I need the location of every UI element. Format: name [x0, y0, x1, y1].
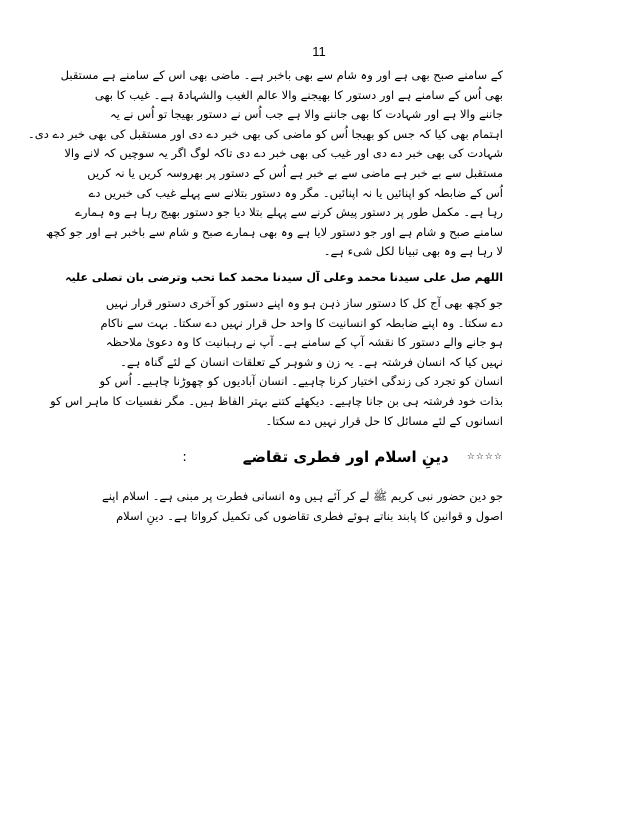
text-line: بھی اُس کے سامنے ہے اور دستور کا بھیجنے والا عالم الغیب والشہادۃ ہے۔ غیب کا بھی	[94, 87, 503, 102]
text-line: جو دین حضور نبی کریم ﷺ لے کر آئے ہیں وہ انسانی فطرت پر مبنی ہے۔ اسلام اپنے	[101, 489, 503, 504]
text-line: اصول و قوانین کا پابند بناتے ہوئے فطری تقاضوں کی تکمیل کرواتا ہے۔ دینِ اسلام	[116, 508, 503, 523]
paragraph-1	[28, 66, 503, 262]
section-title: دینِ اسلام اور فطری تقاضے	[242, 448, 449, 467]
text-line: کے سامنے صبح بھی ہے اور وہ شام سے بھی باخبر ہے۔ ماضی بھی اس کے سامنے ہے مستقبل	[60, 68, 503, 82]
text-line: لا رہا ہے وہ بھی تبیانا لکل شیء ہے۔	[323, 244, 503, 259]
text-line: ہو جانے والے دستور کا نقشہ آپ کے سامنے ہے۔ آپ نے رہبانیت کا وہ دعویٰ ملاحظہ	[105, 335, 503, 350]
text-line: شہادت کی بھی خبر دے دی اور غیب کی بھی خبر دے دی تاکہ لوگ اگر یہ سوچیں کہ لانے والا	[64, 146, 503, 161]
text-line: انسان کو تجرد کی زندگی اختیار کرنا چاہیے۔ انسان آبادیوں کو چھوڑنا چاہیے۔ اُس کو	[99, 374, 503, 389]
text-line: مستقبل سے بے خبر ہے ماضی سے بے خبر ہے اُس کے دستور پر بھروسہ کریں یا نہ کریں	[87, 165, 503, 180]
text-line: بذات خود فرشتہ ہی بن جانا چاہیے۔ دیکھئے کتنے بہتر الفاظ ہیں۔ مگر نفسیات کا ماہر اس کو	[50, 393, 503, 408]
text-line: انسانوں کے لئے مسائل کا حل قرار نہیں دے سکتا۔	[265, 413, 503, 428]
durood-line: اللھم صل علی سیدنا محمد وعلی آل سیدنا محمد کما تحب وترضی بان تصلی علیہ	[65, 270, 503, 284]
page-body	[28, 66, 503, 532]
text-line: جو کچھ بھی آج کل کا دستور ساز ذہن ہو وہ اپنے دستور کو آخری دستور قرار نہیں	[105, 295, 503, 310]
text-line: اہتمام بھی کیا کہ جس کو بھیجا اُس کو ماضی کی بھی خبر دے دی اور مستقبل کی بھی خبر دے دی۔	[28, 126, 503, 141]
paragraph-3	[101, 487, 503, 526]
page-number: 11	[312, 44, 326, 59]
text-line: نہیں کیا کہ انسان فرشتہ ہے۔ یہ زن و شوہر کے تعلقات انسان کے لئے گناہ ہے۔	[120, 354, 503, 369]
text-line: جاننے والا ہے اور شہادت کا بھی جاننے والا ہے جب اُس نے دستور بھیجا تو اُس نے یہ	[109, 107, 503, 122]
text-line: دے سکتا۔ وہ اپنے ضابطہ کو انسانیت کا واحد حل قرار نہیں دے سکتا۔ بہت سے ناکام	[100, 315, 503, 330]
text-line: رہا ہے۔ مکمل طور پر دستور پیش کرنے سے پہلے بتلا دیا جو دستور بھیج رہا ہے وہ ہمارے	[75, 205, 503, 220]
text-line: سامنے صبح و شام ہے اور جو دستور لایا ہے وہ بھی ہمارے صبح و شام سے باخبر ہے اور جو کچھ	[45, 224, 503, 239]
heading-colon: :	[182, 449, 187, 465]
text-line: اُس کے ضابطہ کو اپنائیں یا نہ اپنائیں۔ مگر وہ دستور بتلانے سے پہلے غیب کی خبریں دے	[88, 185, 503, 200]
paragraph-2	[50, 294, 503, 431]
section-heading	[158, 445, 503, 469]
star-ornament: ☆☆☆☆	[466, 452, 503, 463]
